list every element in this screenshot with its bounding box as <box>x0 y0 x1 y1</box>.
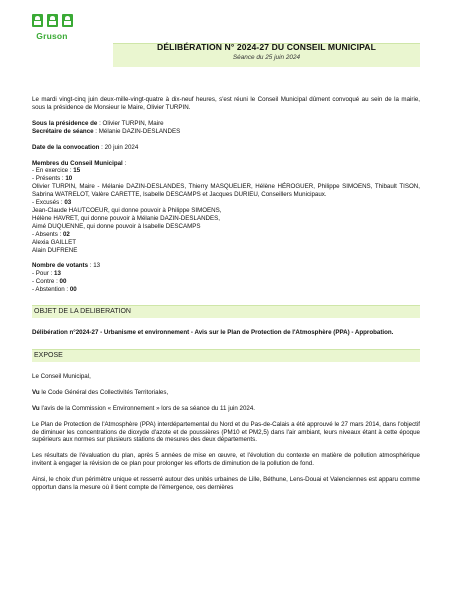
presidence-value: : Olivier TURPIN, Maire <box>97 119 164 127</box>
expose-bold: Vu <box>32 388 40 396</box>
pour-count: 13 <box>54 270 61 278</box>
absents-count: 02 <box>62 230 70 238</box>
pour-label: - Pour : <box>32 270 55 278</box>
expose-text: Le Conseil Municipal, <box>32 372 91 380</box>
presidence-label: Sous la présidence de <box>32 119 98 127</box>
membres-label-suffix: : <box>122 159 127 167</box>
convocation-line <box>32 144 420 152</box>
contre-line <box>32 278 420 286</box>
objet-text-bold: Délibération n°2024-27 - Urbanisme et environnement - Avis sur le Plan de Protection de l'Atmosphère (PPA) - Approbation. <box>32 329 394 337</box>
contre-label: - Contre : <box>32 278 60 286</box>
pour-line <box>32 270 420 278</box>
objet-text <box>32 329 420 337</box>
section-objet-header: OBJET DE LA DELIBERATION <box>32 305 420 318</box>
excuses-line <box>32 199 420 207</box>
expose-paragraph <box>32 373 420 381</box>
contre-count: 00 <box>59 278 67 286</box>
presidence-line <box>32 120 420 128</box>
abstention-line <box>32 286 420 294</box>
document-body <box>32 96 420 492</box>
logo-figure-icon <box>62 14 73 27</box>
excuses-label: - Excusés : <box>32 199 65 207</box>
expose-bold: Vu <box>32 404 40 412</box>
votants-line <box>32 262 420 270</box>
expose-text: le Code Général des Collectivités Territoriales, <box>39 388 169 396</box>
exercice-count: 15 <box>73 167 81 175</box>
abstention-label: - Abstention : <box>32 286 70 294</box>
absents-line <box>32 231 420 239</box>
absent-item: Alain DUFRENE <box>32 246 78 254</box>
logo-figure-icon <box>47 14 58 27</box>
excuse-item: Jean-Claude HAUTCOEUR, qui donne pouvoir à Philippe SIMOENS, <box>32 206 222 214</box>
excuses-count: 03 <box>64 199 72 207</box>
convocation-label: Date de la convocation <box>32 143 100 151</box>
secretaire-value: : Mélanie DAZIN-DESLANDES <box>93 127 181 135</box>
exercice-label: - En exercice : <box>32 167 74 175</box>
page-title: DÉLIBÉRATION N° 2024-27 DU CONSEIL MUNICIPAL <box>157 42 376 52</box>
expose-text: l'avis de la Commission « Environnement » lors de sa séance du 11 juin 2024. <box>39 404 256 412</box>
exercice-line <box>32 167 420 175</box>
presents-count: 10 <box>65 175 73 183</box>
excuse-item: Aimé DUQUENNE, qui donne pouvoir à Isabelle DESCAMPS <box>32 222 201 230</box>
expose-paragraph <box>32 405 420 413</box>
logo-figure-icon <box>32 14 43 27</box>
expose-text: Les résultats de l'évaluation du plan, après 5 années de mise en œuvre, et l'évolution du contexte en matière de pollution atmosphérique invitent à engager la révision de ce plan pour prolonger les efforts de diminution de la pollution de fond. <box>32 452 420 468</box>
absents-label: - Absents : <box>32 230 63 238</box>
secretaire-line <box>32 128 420 136</box>
presents-label: - Présents : <box>32 175 66 183</box>
votants-value: : 13 <box>88 262 101 270</box>
presents-line <box>32 175 420 183</box>
membres-heading <box>32 160 420 168</box>
expose-paragraph <box>32 389 420 397</box>
expose-text: Ainsi, le choix d'un périmètre unique et resserré autour des unités urbaines de Lille, Béthune, Lens-Douai et Valenciennes est apparu comme opportun dans la mesure où il tient compte de l'émergence, ces dernières <box>32 476 420 492</box>
abstention-count: 00 <box>69 286 77 294</box>
page-subtitle: Séance du 25 juin 2024 <box>232 54 301 61</box>
membres-label: Membres du Conseil Municipal <box>32 159 123 167</box>
expose-paragraph <box>32 421 420 445</box>
intro-paragraph: Le mardi vingt-cinq juin deux-mille-vingt-quatre à dix-neuf heures, s'est réuni le Conseil Municipal dûment convoqué au sein de la mairie, sous la présidence de Monsieur le Maire, Olivier TURPIN. <box>32 96 420 111</box>
gruson-logo <box>30 14 74 60</box>
presents-list: Olivier TURPIN, Maire - Mélanie DAZIN-DESLANDES, Thierry MASQUELIER, Hélène HÉROGUER, Philippe SIMOENS, Thibault TISON, Sabrina WATRELOT, Valère CARETTE, Isabelle DESCAMPS et Jacques DURIEU, Conseillers Municipaux. <box>32 183 420 199</box>
secretaire-label: Secrétaire de séance <box>32 127 94 135</box>
logo-text: Gruson <box>36 31 68 41</box>
expose-paragraph <box>32 452 420 468</box>
excuse-item: Hélène HAVRET, qui donne pouvoir à Mélanie DAZIN-DESLANDES, <box>32 214 221 222</box>
expose-paragraph <box>32 476 420 492</box>
logo-figures-icon <box>30 14 74 27</box>
votants-label: Nombre de votants <box>32 262 89 270</box>
expose-text: Le Plan de Protection de l'Atmosphère (PPA) interdépartemental du Nord et du Pas-de-Calais a été approuvé le 27 mars 2014, dans l'objectif de diminuer les concentrations de dioxyde d'azote et de poussières (PM10 et PM2,5) dans l'air ambiant, leurs niveaux étant à cette époque supérieurs aux normes sur plusieurs stations de mesures des deux départements. <box>32 420 420 444</box>
convocation-value: : 20 juin 2024 <box>99 143 139 151</box>
absent-item: Alexia GAILLET <box>32 238 77 246</box>
section-expose-header: EXPOSE <box>32 349 420 362</box>
